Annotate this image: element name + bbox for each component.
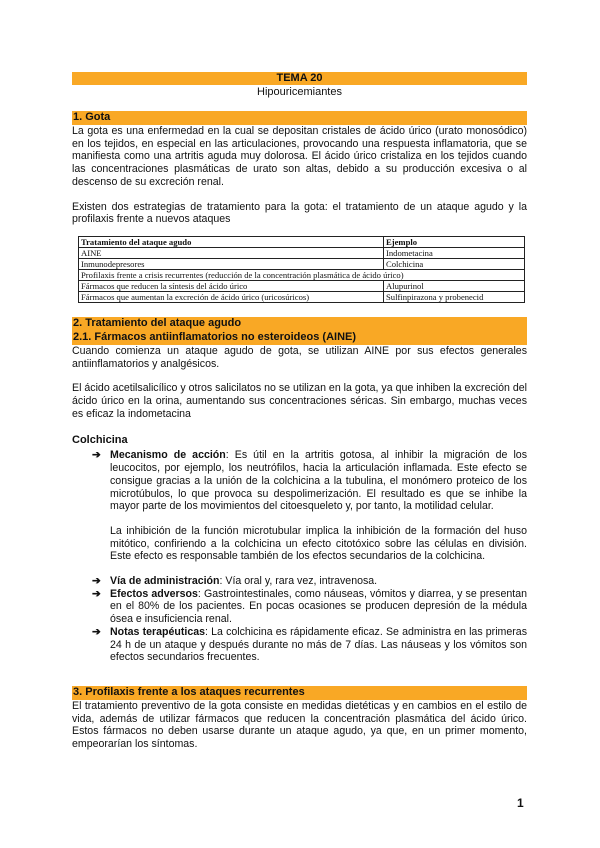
table-cell: Sulfinpirazona y probenecid bbox=[384, 291, 525, 302]
arrow-icon: ➔ bbox=[92, 575, 101, 588]
table-row bbox=[79, 291, 525, 302]
item-paragraph: La inhibición de la función microtubular implica la inhibición de la formación del huso mitótico, confiriendo a la colchicina un efecto citotóxico sobre las células en división. Este efecto es responsable también de los efectos secundarios de la colchicina. bbox=[110, 524, 527, 563]
subsection-heading-aine: 2.1. Fármacos antiinflamatorios no esteroideos (AINE) bbox=[72, 331, 527, 345]
section-heading-profilaxis: 3. Profilaxis frente a los ataques recurrentes bbox=[72, 686, 527, 700]
table-cell: Fármacos que reducen la síntesis del ácido úrico bbox=[79, 280, 384, 291]
table-row bbox=[79, 258, 525, 269]
table-header-cell: Tratamiento del ataque agudo bbox=[79, 236, 384, 247]
table-cell: Inmunodepresores bbox=[79, 258, 384, 269]
table-cell: Alupurinol bbox=[384, 280, 525, 291]
colchicina-heading: Colchicina bbox=[72, 434, 128, 447]
table-row bbox=[79, 280, 525, 291]
gota-paragraph-2: Existen dos estrategias de tratamiento para la gota: el tratamiento de un ataque agudo y la profilaxis frente a nuevos ataques bbox=[72, 200, 527, 226]
item-label: Notas terapéuticas bbox=[110, 625, 206, 638]
table-cell: Indometacina bbox=[384, 247, 525, 258]
aine-paragraph-1: Cuando comienza un ataque agudo de gota, se utilizan AINE por sus efectos generales antiinflamatorios y analgésicos. bbox=[72, 344, 527, 370]
list-item bbox=[92, 588, 527, 626]
arrow-icon: ➔ bbox=[92, 625, 101, 638]
list-item bbox=[92, 449, 527, 575]
table-row bbox=[79, 269, 525, 280]
aine-paragraph-2: El ácido acetilsalicílico y otros salicilatos no se utilizan en la gota, ya que inhiben la excreción del ácido úrico en la orina, aumentando sus concentraciones séricas. Sin embargo, muchas veces es eficaz la indometacina bbox=[72, 382, 527, 420]
table-cell: Fármacos que aumentan la excreción de ácido úrico (uricosúricos) bbox=[79, 291, 384, 302]
item-label: Vía de administración bbox=[110, 575, 220, 588]
section-heading-ataque-agudo: 2. Tratamiento del ataque agudo bbox=[72, 317, 527, 331]
table-row bbox=[79, 247, 525, 258]
item-text: : Es útil en la artritis gotosa, al inhibir la migración de los leucocitos, por ejemplo, los neutrófilos, hacia la articulación inflamada. Este efecto se consigue gracias a la unión de la colchicina a la tubulina, el monómero proteico de los microtúbulos, lo que provoca su despolimerización. El resultado es que se inhibe la mayor parte de los movimientos del citoesqueleto y, por tanto, la motilidad celular. bbox=[110, 449, 527, 513]
table-header-cell: Ejemplo bbox=[384, 236, 525, 247]
document-subtitle: Hipouricemiantes bbox=[257, 86, 342, 98]
treatment-table bbox=[78, 236, 525, 303]
table-cell: Colchicina bbox=[384, 258, 525, 269]
table-cell: AINE bbox=[79, 247, 384, 258]
table-cell: Profilaxis frente a crisis recurrentes (reducción de la concentración plasmática de ácido úrico) bbox=[79, 269, 525, 280]
arrow-icon: ➔ bbox=[92, 587, 101, 600]
table-header-row bbox=[79, 236, 525, 247]
item-text: : Gastrointestinales, como náuseas, vómitos y diarrea, y se presentan en el 80% de los pacientes. En pocas ocasiones se producen depresión de la médula ósea e insuficiencia renal. bbox=[110, 587, 527, 626]
profilaxis-paragraph: El tratamiento preventivo de la gota consiste en medidas dietéticas y en cambios en el estilo de vida, además de utilizar fármacos que reducen la concentración plasmática del ácido úrico. Estos fármacos no deben usarse durante un ataque agudo, ya que, en un primer momento, empeorarían los síntomas. bbox=[72, 699, 527, 751]
page-number: 1 bbox=[517, 796, 524, 810]
colchicina-list bbox=[72, 449, 527, 664]
item-label: Efectos adversos bbox=[110, 587, 198, 600]
document-title: TEMA 20 bbox=[72, 72, 527, 85]
gota-paragraph-1: La gota es una enfermedad en la cual se depositan cristales de ácido úrico (urato monosódico) en los tejidos, en especial en las articulaciones, provocando una respuesta inflamatoria, que se manifiesta como una artritis aguda muy dolorosa. El ácido úrico cristaliza en los tejidos cuando las concentraciones plasmáticas de urato son altas, debido a su producción excesiva o al descenso de su excreción renal. bbox=[72, 125, 527, 188]
list-item bbox=[92, 626, 527, 664]
item-label: Mecanismo de acción bbox=[110, 449, 226, 462]
item-text: : Vía oral y, rara vez, intravenosa. bbox=[219, 575, 378, 588]
item-text: : La colchicina es rápidamente eficaz. Se administra en las primeras 24 h de un ataque y después durante no más de 7 días. Las náuseas y los vómitos son efectos secundarios frecuentes. bbox=[110, 625, 527, 664]
section-heading-gota: 1. Gota bbox=[72, 111, 527, 125]
document-page bbox=[72, 72, 527, 751]
list-item bbox=[92, 575, 527, 588]
arrow-icon: ➔ bbox=[92, 449, 101, 462]
